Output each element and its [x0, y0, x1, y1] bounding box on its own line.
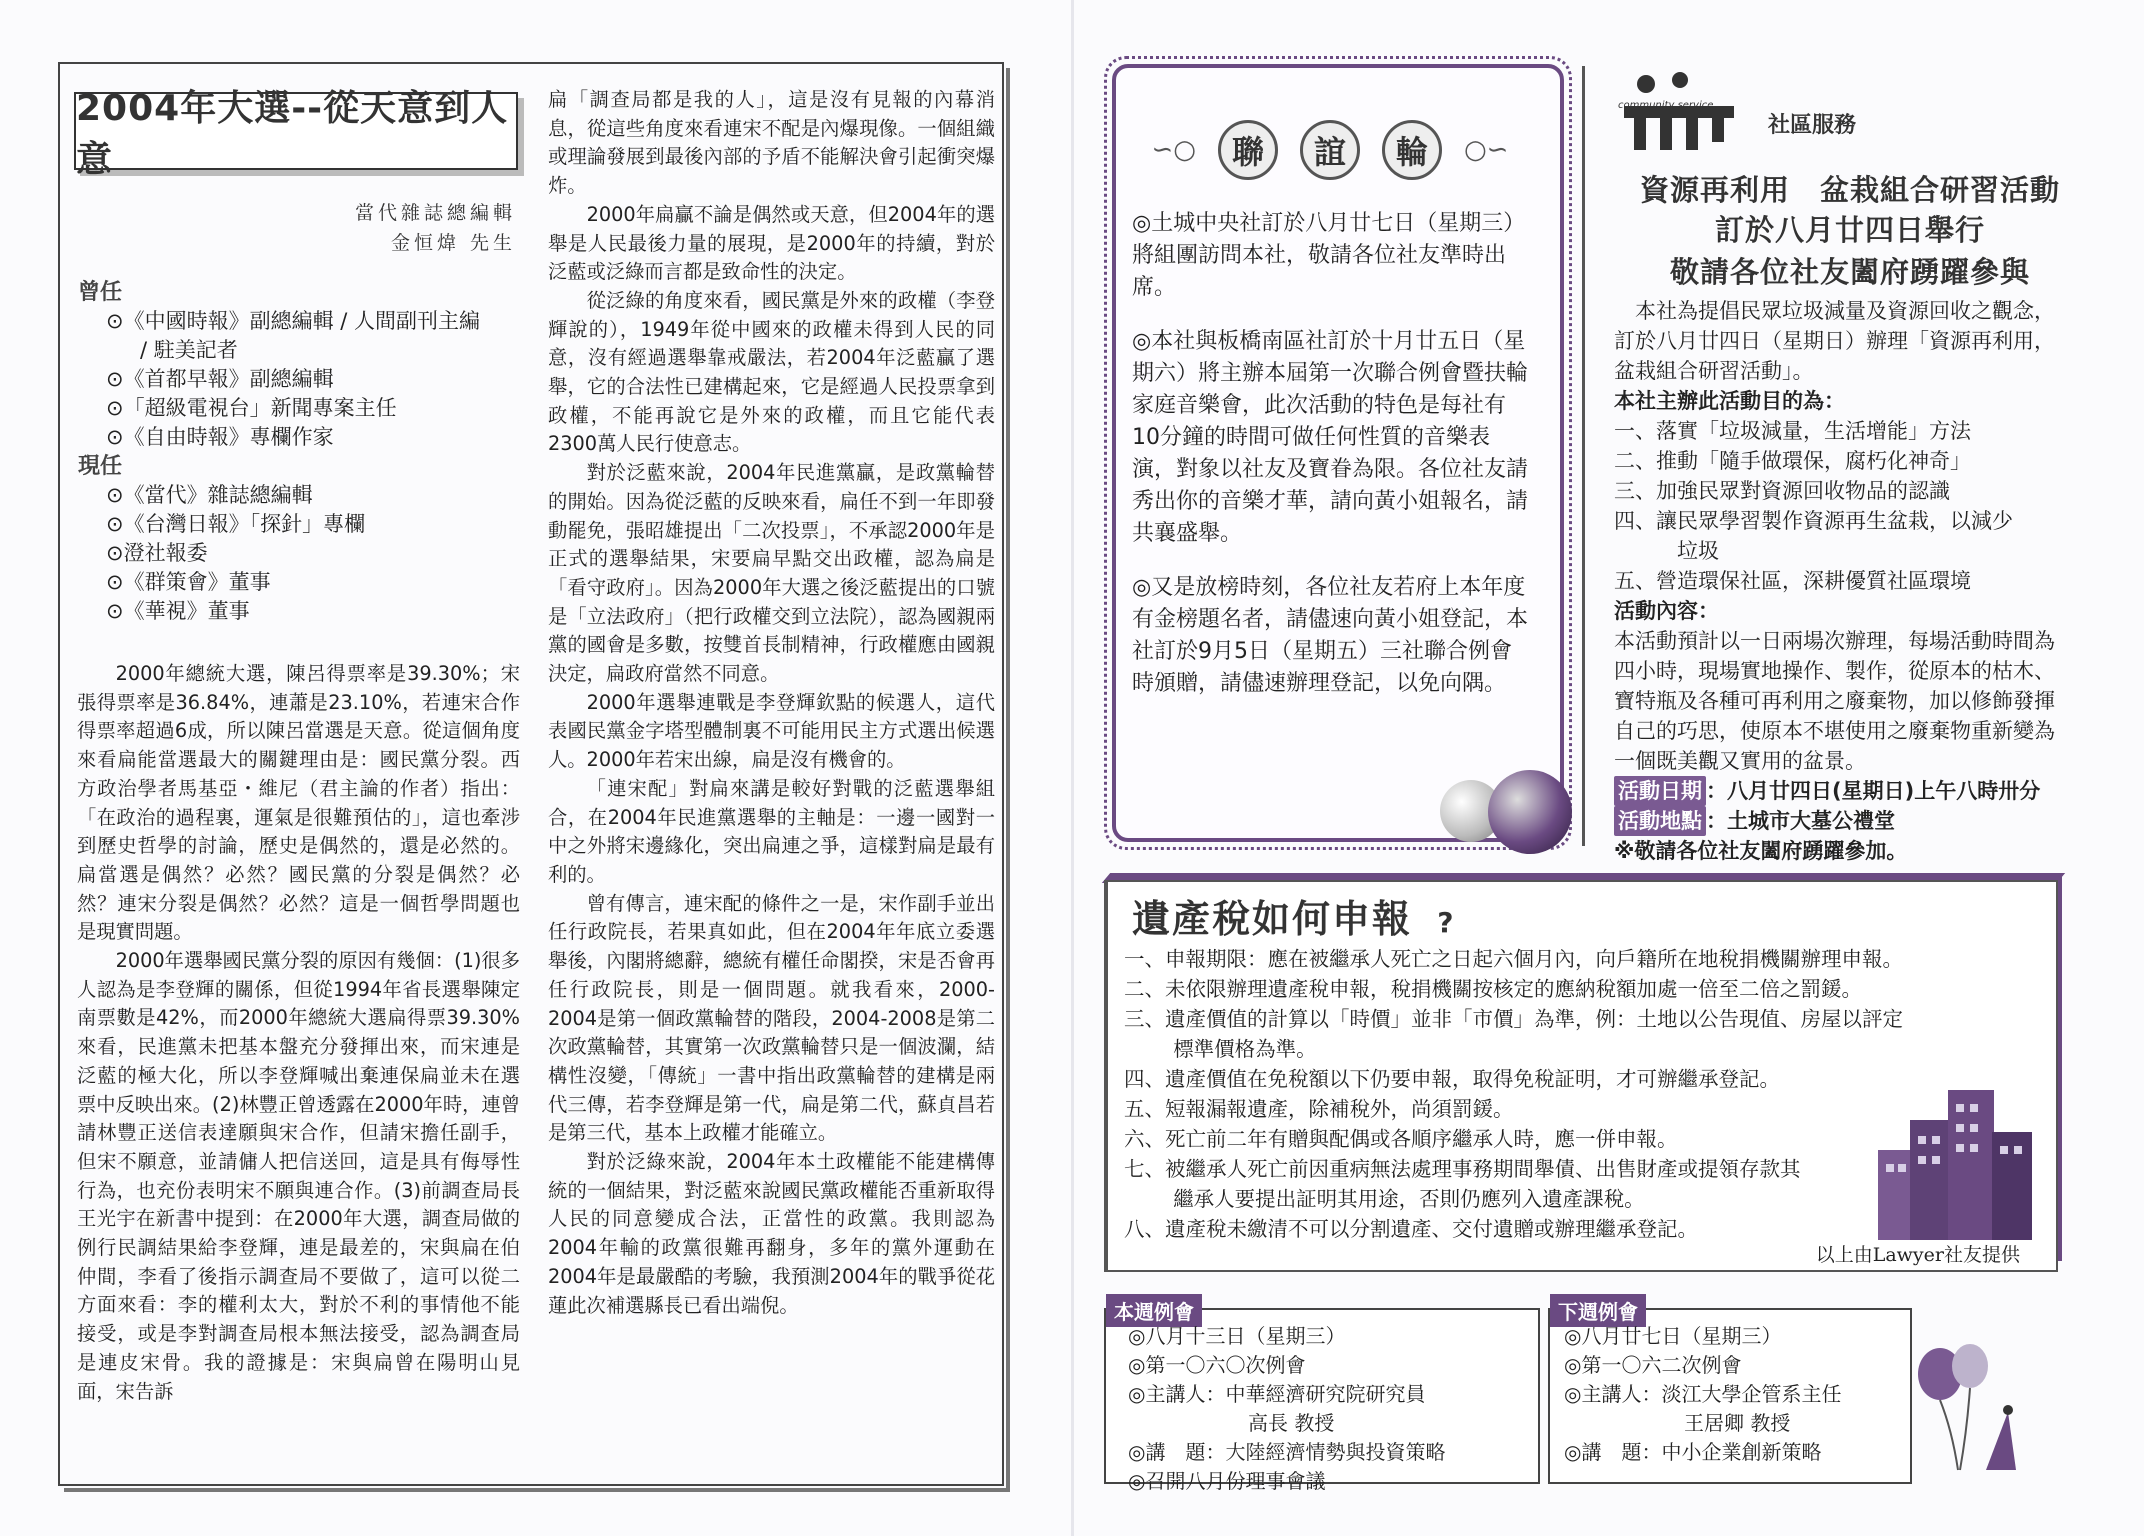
tax-item: 二、未依限辦理遺產稅申報，稅捐機關按核定的應納稅額加處一倍至二倍之罰鍰。	[1124, 977, 1862, 1001]
author-role: 當代雜誌總編輯	[354, 202, 516, 224]
column-divider	[1582, 66, 1585, 846]
buildings-illustration	[1870, 1080, 2040, 1240]
tax-item: 六、死亡前二年有贈與配偶或各順序繼承人時，應一併申報。	[1124, 1127, 1678, 1151]
estate-tax-title-text: 遺產稅如何申報	[1132, 897, 1413, 941]
tax-item: 標準價格為準。	[1173, 1037, 1317, 1061]
tax-item: 一、申報期限：應在被繼承人死亡之日起六個月內，向戶籍所在地稅捐機關辦理申報。	[1124, 947, 1903, 971]
cs-purpose: 垃圾	[1677, 539, 1719, 563]
meeting-line: ◎召開八月份理事會議	[1128, 1469, 1326, 1493]
meeting-line: 王居卿 教授	[1684, 1411, 1791, 1435]
community-service-logo	[1620, 72, 1760, 152]
cs-date-line	[1614, 776, 2074, 806]
estate-tax-title	[1132, 888, 1456, 943]
article-paragraph: 對於泛藍來說，2004年民進黨贏，是政黨輪替的開始。因為從泛藍的反映來看，扁任不到一年即發動罷免，張昭雄提出「二次投票」，不承認2000年是正式的選舉結果，宋要扁早點交出政權，認為扁是「看守政府」。因為2000年大選之後泛藍提出的口號是「立法政府」（把行政權交到立法院），認為國親兩黨的國會是多數，按雙首長制精神，行政權應由國親決定，扁政府當然不同意。	[548, 461, 995, 686]
cs-place-line	[1614, 806, 2074, 836]
meeting-line: ◎講 題：中小企業創新策略	[1564, 1440, 1822, 1464]
tax-item: 五、短報漏報遺產，除補稅外，尚須罰鍰。	[1124, 1097, 1514, 1121]
author-bio	[78, 278, 528, 626]
place-tag: 活動地點	[1614, 806, 1706, 836]
meeting-line: ◎第一〇六二次例會	[1564, 1353, 1742, 1377]
logo-text: community service	[1618, 100, 1714, 111]
tax-item: 四、遺產價值在免稅額以下仍要申報，取得免稅証明，才可辦繼承登記。	[1124, 1067, 1780, 1091]
bio-past-item: ⊙《中國時報》副總編輯 / 人間副刊主編	[106, 309, 481, 333]
friendship-title	[1150, 120, 1510, 180]
notice-item: ◎土城中央社訂於八月廿七日（星期三）將組團訪問本社，敬請各位社友準時出席。	[1132, 211, 1526, 300]
title-char: 聯	[1218, 120, 1278, 180]
meeting-line: ◎講 題：大陸經濟情勢與投資策略	[1128, 1440, 1446, 1464]
title-char: 輪	[1382, 120, 1442, 180]
meeting-line: 高長 教授	[1248, 1411, 1335, 1435]
article-paragraph: 2000年選舉國民黨分裂的原因有幾個：(1)很多人認為是李登輝的關係，但從1994年省長選舉陳定南票數是42%，而2000年總統大選扁得票39.30%來看，民進黨未把基本盤充分發揮出來，而宋連是泛藍的極大化，所以李登輝喊出棄連保扁並未在選票中反映出來。(2)林豐正曾透露在2000年時，連曾請林豐正送信表達願與宋合作，但請宋擔任副手，但宋不願意，並請傭人把信送回，這是具有侮辱性行為，也充份表明宋不願與連合作。(3)前調查局長王光宇在新書中提到：在2000年大選，調查局做的例行民調結果給李登輝，連是最差的，宋與扁在伯仲間，李看了後指示調查局不要做了，這可以從二方面來看：李的權利太大，對於不利的事情他不能接受，或是李對調查局根本無法接受，認為調查局是連皮宋骨。我的證據是：宋與扁曾在陽明山見面，宋告訴	[77, 949, 520, 1403]
bio-present-item: ⊙澄社報委	[106, 541, 208, 565]
tax-credit: 以上由Lawyer社友提供	[1815, 1244, 2020, 1266]
meeting-line: ◎八月廿七日（星期三）	[1564, 1324, 1782, 1348]
article-column-2	[548, 86, 995, 1320]
cs-headline: 訂於八月廿四日舉行	[1714, 213, 1985, 247]
community-service-label: 社區服務	[1768, 113, 1857, 138]
meeting-line: ◎第一〇六〇次例會	[1128, 1353, 1306, 1377]
article-paragraph: 2000年扁贏不論是偶然或天意，但2004年的選舉是人民最後力量的展現，是2000年的持續，對於泛藍或泛綠而言都是致命性的決定。	[548, 202, 995, 284]
meeting-line: ◎主講人：淡江大學企管系主任	[1564, 1382, 1842, 1406]
bio-past-item: ⊙「超級電視台」新聞專案主任	[106, 396, 397, 420]
swirl-ornament-icon: ∽○	[1151, 135, 1196, 165]
swirl-ornament-icon: ○∽	[1464, 135, 1509, 165]
bio-present-item: ⊙《台灣日報》「探針」專欄	[106, 512, 366, 536]
bio-present-heading: 現任	[78, 454, 123, 479]
next-week-items	[1564, 1322, 1904, 1467]
bio-present-item: ⊙《群策會》董事	[106, 570, 271, 594]
cs-intro: 本社為提倡民眾垃圾減量及資源回收之觀念，訂於八月廿四日（星期日）辦理「資源再利用，盆栽組合研習活動」。	[1614, 299, 2055, 383]
next-week-meeting-box	[1548, 1300, 1912, 1484]
this-week-meeting-box	[1104, 1300, 1540, 1493]
article-title-box	[74, 88, 518, 180]
date-tag: 活動日期	[1614, 776, 1706, 806]
author-name: 金恒煒 先生	[390, 232, 516, 254]
article-column-1	[77, 660, 520, 1406]
tax-item: 八、遺產稅未繳清不可以分割遺產、交付遺贈或辦理繼承登記。	[1124, 1217, 1698, 1241]
notice-item: ◎本社與板橋南區社訂於十月廿五日（星期六）將主辦本屆第一次聯合例會暨扶輪家庭音樂會，此次活動的特色是每社有10分鐘的時間可做任何性質的音樂表演，對象以社友及寶眷為限。各位社友請秀出你的音樂才華，請向黃小姐報名，請共襄盛舉。	[1132, 329, 1529, 546]
title-char: 誼	[1300, 120, 1360, 180]
tax-item: 繼承人要提出証明其用途，否則仍應列入遺產課稅。	[1173, 1187, 1645, 1211]
bio-present-item: ⊙《華視》董事	[106, 599, 250, 623]
cs-headline: 資源再利用 盆栽組合研習活動	[1639, 173, 2060, 207]
date-value: ：八月廿四日(星期日)上午八時卅分	[1706, 779, 2041, 803]
meeting-line: ◎主講人：中華經濟研究院研究員	[1128, 1382, 1426, 1406]
cs-purpose-heading: 本社主辦此活動目的為：	[1614, 389, 1845, 413]
cs-purpose: 二、推動「隨手做環保，腐朽化神奇」	[1614, 449, 1971, 473]
friendship-items	[1132, 208, 1532, 722]
question-mark: ?	[1437, 906, 1456, 939]
cs-purpose: 五、營造環保社區，深耕優質社區環境	[1614, 569, 1971, 593]
cs-content: 本活動預計以一日兩場次辦理，每場活動時間為四小時，現場實地操作、製作，從原本的枯木、寶特瓶及各種可再利用之廢棄物，加以修飾發揮自己的巧思，使原本不堪使用之廢棄物重新變為一個既美觀又實用的盆景。	[1614, 629, 2055, 773]
bio-past-heading: 曾任	[78, 280, 123, 305]
cs-purpose: 一、落實「垃圾減量，生活增能」方法	[1614, 419, 1971, 443]
bio-present-item: ⊙《當代》雜誌總編輯	[106, 483, 313, 507]
notice-item: ◎又是放榜時刻，各位社友若府上本年度有金榜題名者，請儘速向黃小姐登記，本社訂於9月5日（星期五）三社聯合例會時頒贈，請儘速辦理登記，以免向隅。	[1132, 575, 1529, 696]
tax-item: 七、被繼承人死亡前因重病無法處理事務期間舉債、出售財產或提領存款其	[1124, 1157, 1801, 1181]
article-paragraph: 扁「調查局都是我的人」，這是沒有見報的內幕消息，從這些角度來看連宋不配是內爆現像。一個組織或理論發展到最後內部的予盾不能解決會引起衝突爆炸。	[548, 88, 995, 198]
article-paragraph: 曾有傳言，連宋配的條件之一是，宋作副手並出任行政院長，若果真如此，但在2004年年底立委選舉後，內閣將總辭，總統有權任命閣揆，宋是否會再任行政院長，則是一個問題。就我看來，2000-2004是第一個政黨輪替的階段，2004-2008是第二次政黨輪替，其實第一次政黨輪替只是一個波瀾，結構性沒變，「傳統」一書中指出政黨輪替的建構是兩代三傳，若李登輝是第一代，扁是第二代，蘇貞昌若是第三代，基本上政權才能確立。	[548, 891, 995, 1145]
article-paragraph: 從泛綠的角度來看，國民黨是外來的政權（李登輝說的），1949年從中國來的政權未得到人民的同意，沒有經過選舉靠戒嚴法，若2004年泛藍贏了選舉，它的合法性已建構起來，它是經過人民投票拿到政權，不能再說它是外來的政權，而且它能代表2300萬人民行使意志。	[548, 288, 995, 456]
cs-purpose: 三、加強民眾對資源回收物品的認識	[1614, 479, 1950, 503]
next-week-label: 下週例會	[1550, 1294, 1646, 1327]
cs-content-heading: 活動內容：	[1614, 599, 1719, 623]
place-value: ：土城市大墓公禮堂	[1706, 809, 1895, 833]
cs-note: ※敬請各位社友闔府踴躍參加。	[1614, 839, 1908, 863]
cs-headline: 敬請各位社友闔府踴躍參與	[1669, 255, 2030, 289]
article-paragraph: 「連宋配」對扁來講是較好對戰的泛藍選舉組合，在2004年民進黨選舉的主軸是：一邊一國對一中之外將宋邊緣化，突出扁連之爭，這樣對扁是最有利的。	[548, 776, 995, 886]
cs-body	[1614, 296, 2074, 866]
bio-past-item: / 駐美記者	[140, 338, 238, 362]
bio-past-item: ⊙《首都早報》副總編輯	[106, 367, 334, 391]
article-title: 2004年大選--從天意到人意	[76, 88, 509, 180]
cs-purpose: 四、讓民眾學習製作資源再生盆栽，以減少	[1614, 509, 2013, 533]
this-week-items	[1128, 1322, 1528, 1496]
article-paragraph: 2000年選舉連戰是李登輝欽點的候選人，這代表國民黨金字塔型體制裏不可能用民主方式選出候選人。2000年若宋出線，扁是沒有機會的。	[548, 690, 995, 772]
this-week-label: 本週例會	[1106, 1294, 1202, 1327]
article-paragraph: 2000年總統大選，陳呂得票率是39.30%；宋張得票率是36.84%，連蕭是23.10%，若連宋合作得票率超過6成，所以陳呂當選是天意。從這個角度來看扁能當選最大的關鍵理由是：國民黨分裂。西方政治學者馬基亞・維尼（君主論的作者）指出：「在政治的過程裏，運氣是很難預估的」，這也牽涉到歷史哲學的討論，歷史是偶然的，還是必然的。扁當選是偶然？必然？國民黨的分裂是偶然？必然？連宋分裂是偶然？必然？這是一個哲學問題也是現實問題。	[77, 662, 520, 944]
bio-past-item: ⊙《自由時報》專欄作家	[106, 425, 334, 449]
page-fold	[1071, 0, 1074, 1536]
balloon-icon	[1488, 770, 1572, 854]
article-paragraph: 對於泛綠來說，2004年本土政權能不能建構傳統的一個結果，對泛藍來說國民黨政權能否重新取得人民的同意變成合法，正當性的政黨。我則認為2004年輸的政黨很難再翻身，多年的黨外運動在2004年是最嚴酷的考驗，我預測2004年的戰爭從花蓮此次補選縣長已看出端倪。	[548, 1150, 995, 1317]
meeting-line: ◎八月十三日（星期三）	[1128, 1324, 1346, 1348]
party-balloons-illustration	[1912, 1340, 2022, 1480]
tax-item: 三、遺產價值的計算以「時價」並非「市價」為準，例：土地以公告現值、房屋以評定	[1124, 1007, 1903, 1031]
